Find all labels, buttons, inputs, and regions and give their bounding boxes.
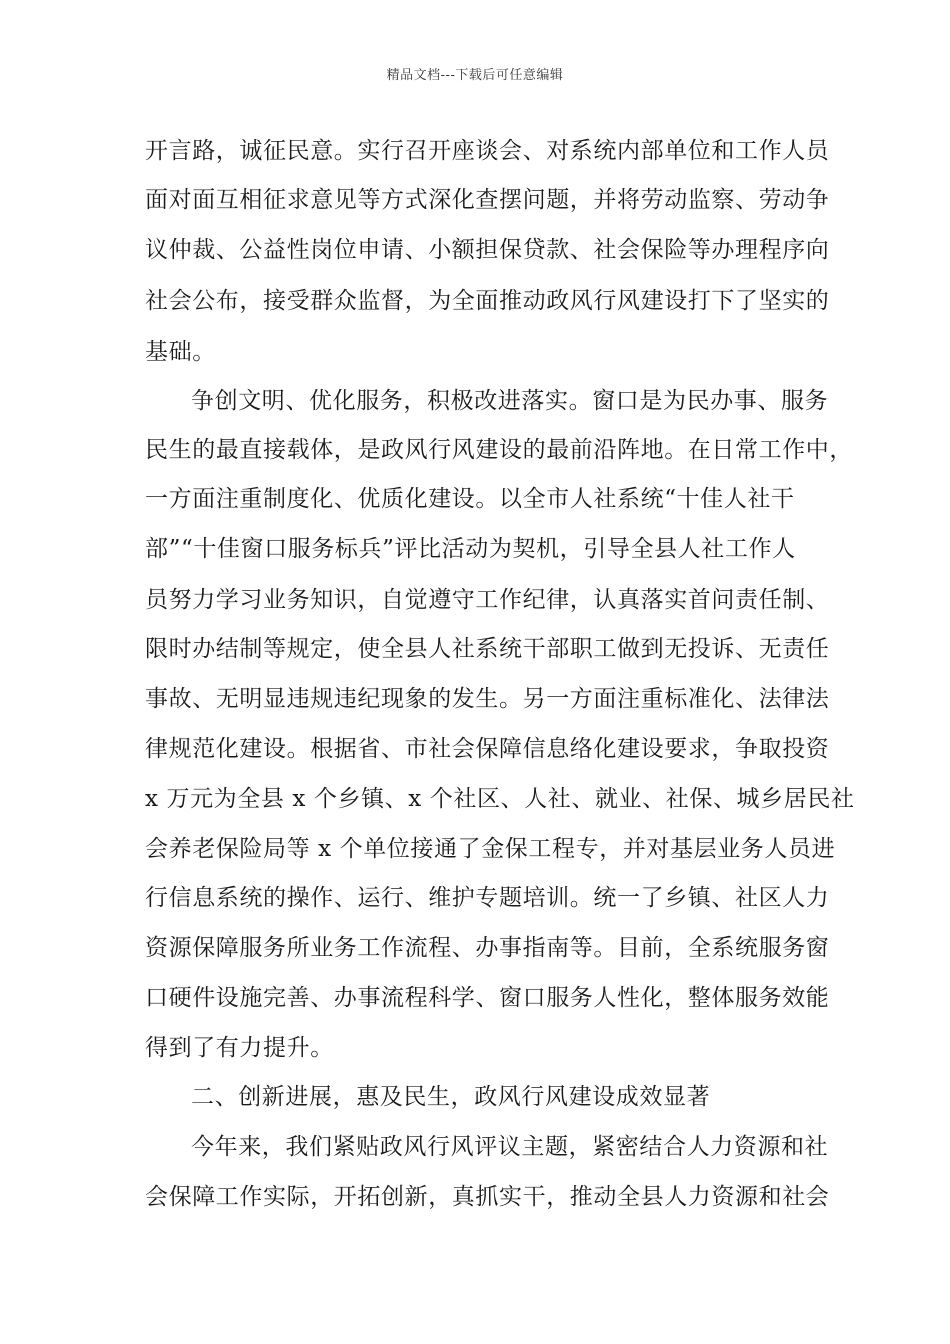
text-line: 议仲裁、公益性岗位申请、小额担保贷款、社会保险等办理程序向 [145,237,830,263]
text-line: 部”“十佳窗口服务标兵”评比活动为契机，引导全县人社工作人 [145,536,796,562]
text-line: 今年来，我们紧贴政风行风评议主题，紧密结合人力资源和社 [191,1134,829,1160]
text-line: 事故、无明显违规违纪现象的发生。另一方面注重标准化、法律法 [145,686,830,712]
text-line: 民生的最直接载体，是政风行风建设的最前沿阵地。在日常工作中， [145,437,853,463]
text-line: 面对面互相征求意见等方式深化查摆问题，并将劳动监察、劳动争 [145,187,830,213]
text-line: 律规范化建设。根据省、市社会保障信息络化建设要求，争取投资 [145,736,830,762]
text-line: x 万元为全县 x 个乡镇、x 个社区、人社、就业、社保、城乡居民社 [145,786,855,812]
text-line: 口硬件设施完善、办事流程科学、窗口服务人性化，整体服务效能 [145,985,830,1011]
text-line: 资源保障服务所业务工作流程、办事指南等。目前，全系统服务窗 [145,935,830,961]
text-line: 基础。 [145,339,216,365]
text-line: 争创文明、优化服务，积极改进落实。窗口是为民办事、服务 [191,388,829,414]
section-heading: 二、创新进展，惠及民生，政风行风建设成效显著 [191,1084,711,1110]
text-line: 会保障工作实际，开拓创新，真抓实干，推动全县人力资源和社会 [145,1184,830,1210]
text-line: 社会公布，接受群众监督，为全面推动政风行风建设打下了坚实的 [145,288,830,314]
text-line: 开言路，诚征民意。实行召开座谈会、对系统内部单位和工作人员 [145,138,830,164]
text-line: 会养老保险局等 x 个单位接通了金保工程专，并对基层业务人员进 [145,836,836,862]
text-line: 行信息系统的操作、运行、维护专题培训。统一了乡镇、社区人力 [145,885,830,911]
text-line: 得到了有力提升。 [145,1035,334,1061]
text-line: 限时办结制等规定，使全县人社系统干部职工做到无投诉、无责任 [145,636,830,662]
text-line: 员努力学习业务知识，自觉遵守工作纪律，认真落实首问责任制、 [145,587,830,613]
page-header: 精品文档---下载后可任意编辑 [386,68,564,83]
text-line: 一方面注重制度化、优质化建设。以全市人社系统“十佳人社干 [145,486,795,512]
